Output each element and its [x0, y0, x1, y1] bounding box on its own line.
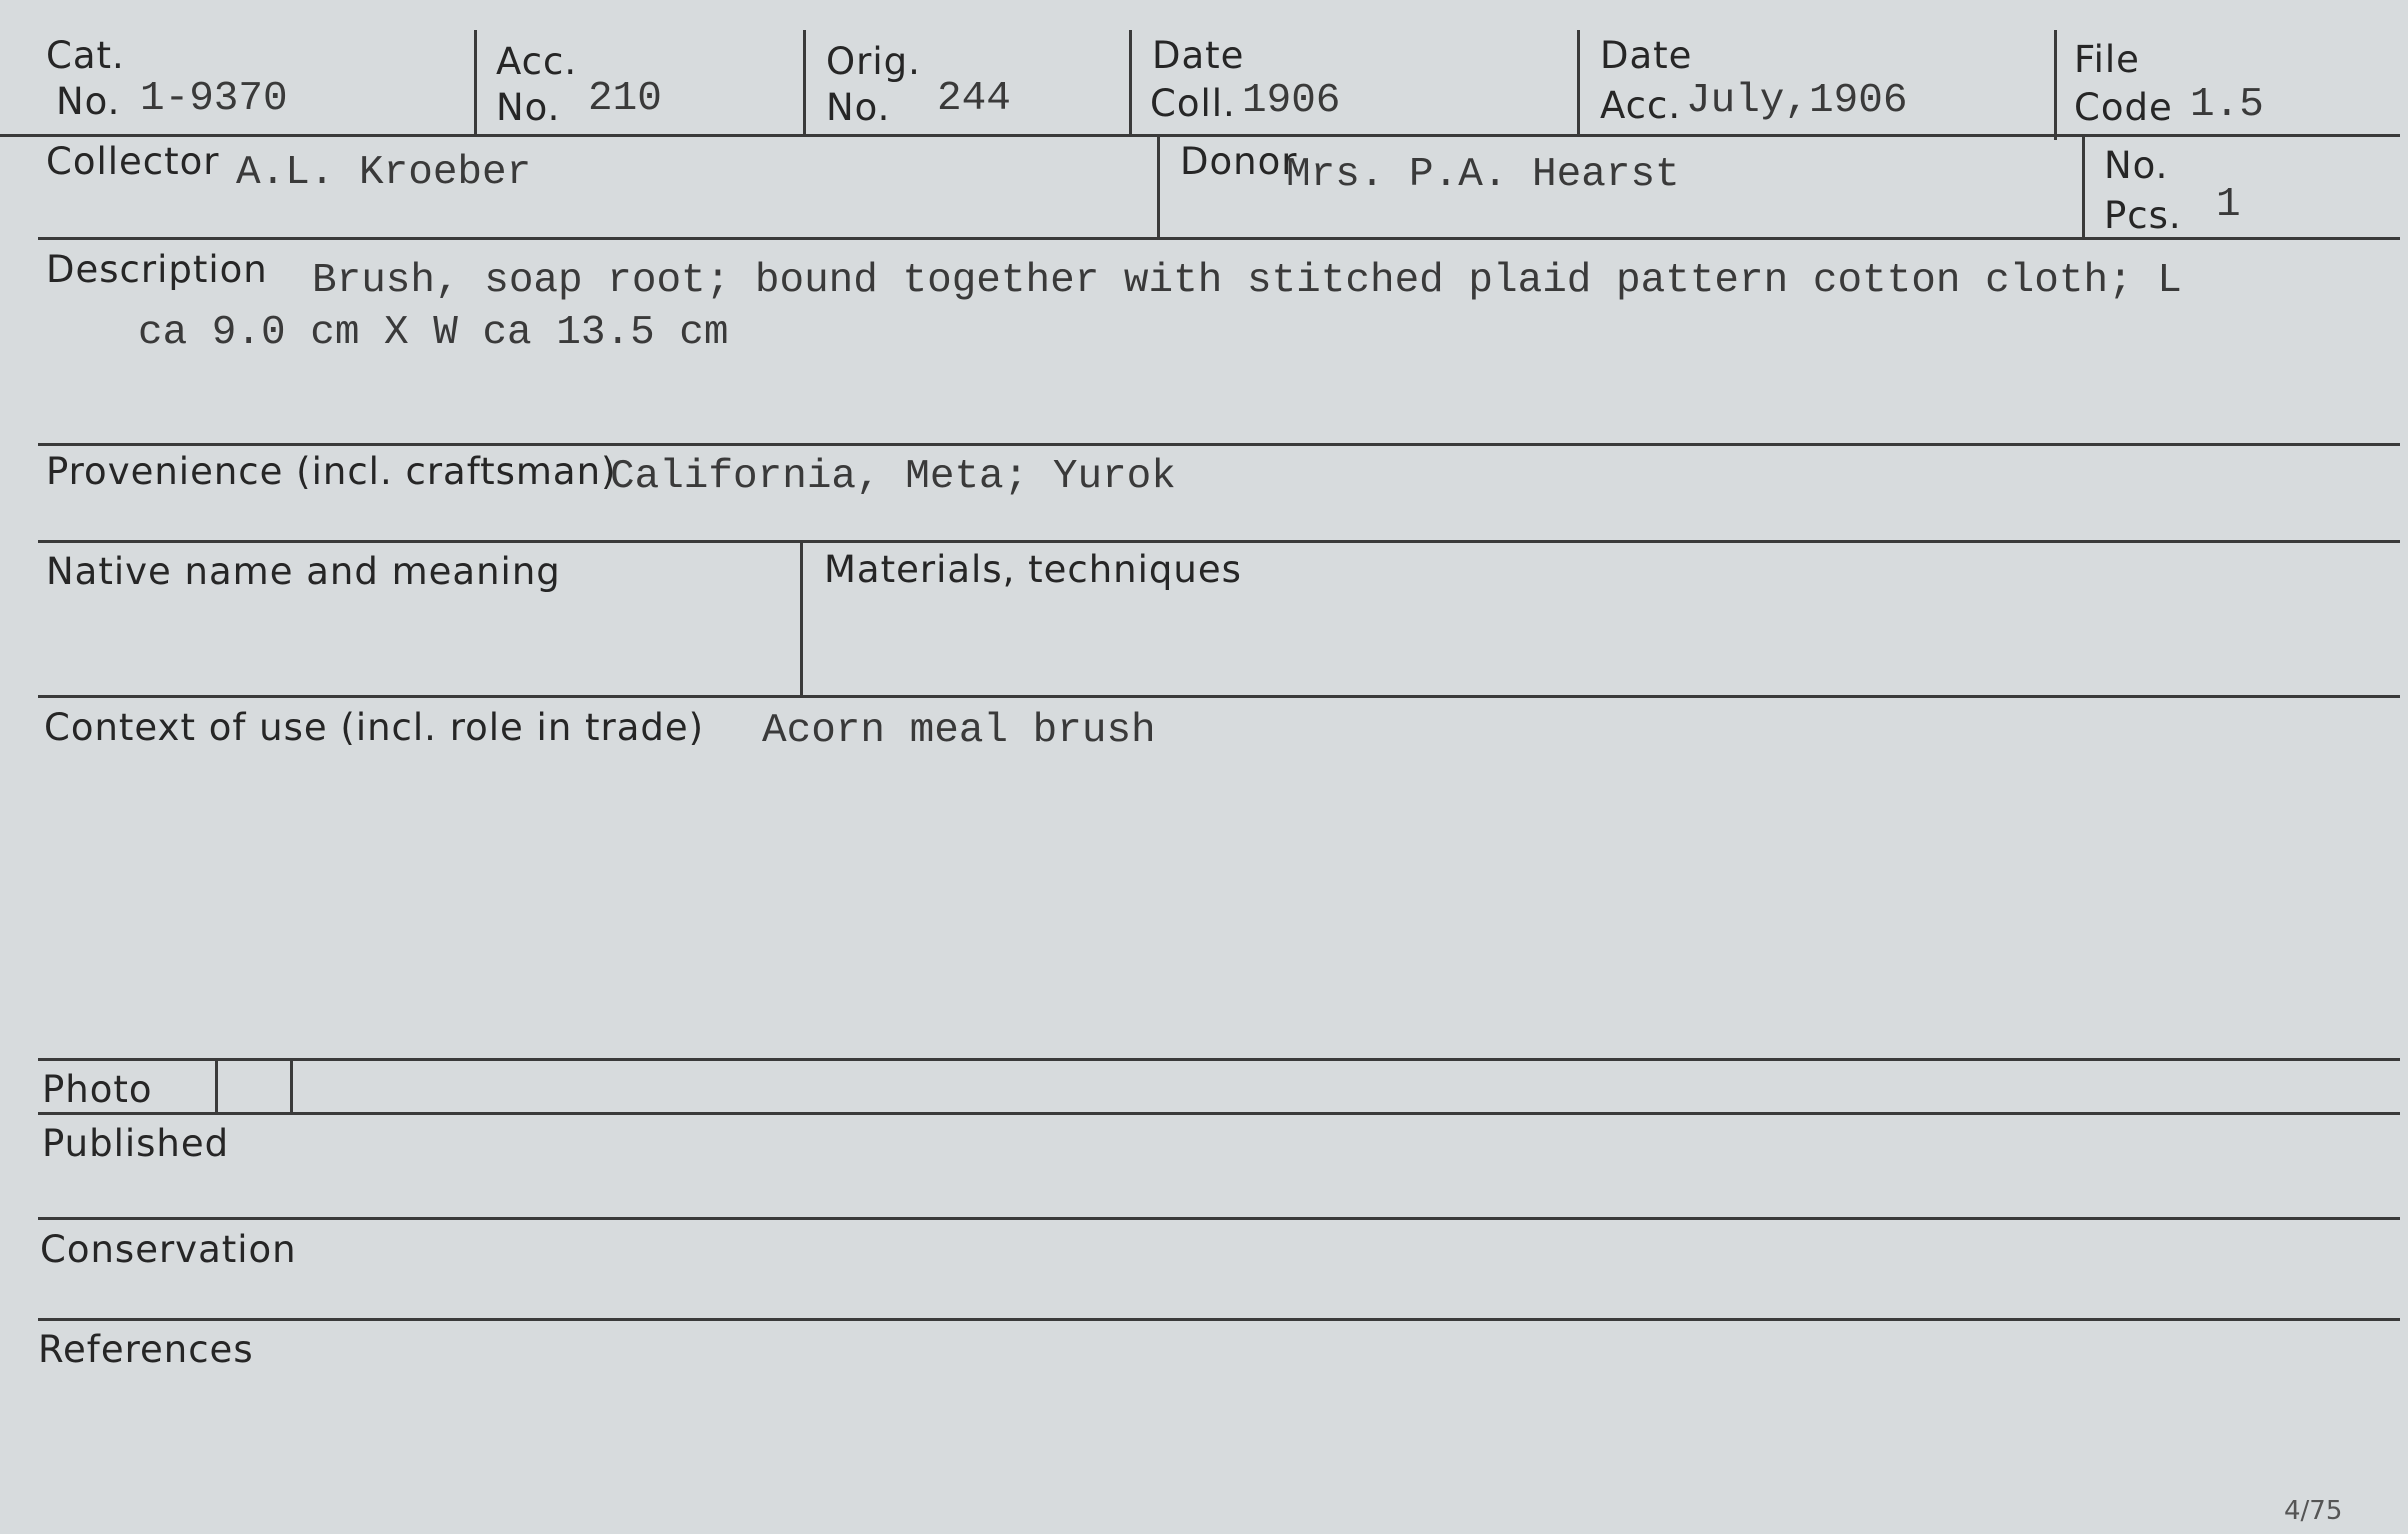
divider-conservation [38, 1318, 2400, 1321]
photo-box-2 [290, 1060, 293, 1115]
file-code: 1.5 [2190, 82, 2264, 128]
collector-label: Collector [46, 140, 220, 183]
published-label: Published [42, 1122, 230, 1165]
date-acc-label-2: Acc. [1600, 84, 1682, 127]
cat-label-1: Cat. [46, 34, 125, 77]
divider-native [38, 695, 2400, 698]
date-collected: 1906 [1242, 78, 1341, 124]
divider-prov [38, 540, 2400, 543]
provenience-label: Provenience (incl. craftsman) [46, 450, 617, 493]
pcs-value: 1 [2216, 182, 2241, 228]
orig-label-2: No. [826, 86, 891, 129]
date-acc-label-1: Date [1600, 34, 1693, 77]
cat-label-2: No. [56, 80, 121, 123]
orig-label-1: Orig. [826, 40, 921, 83]
donor-value: Mrs. P.A. Hearst [1286, 152, 1680, 198]
divider-v-donor [1157, 134, 1160, 237]
divider-v-2 [803, 30, 806, 134]
divider-v-pcs [2082, 134, 2085, 237]
divider-top [0, 134, 2400, 137]
materials-label: Materials, techniques [824, 548, 1242, 591]
context-value: Acorn meal brush [762, 708, 1156, 754]
divider-published [38, 1217, 2400, 1220]
file-label-1: File [2074, 38, 2140, 81]
donor-label: Donor [1180, 140, 1298, 183]
date-coll-label-2: Coll. [1150, 82, 1236, 125]
divider-v-1 [474, 30, 477, 134]
orig-number: 244 [937, 76, 1011, 122]
acc-label-1: Acc. [496, 40, 578, 83]
divider-row2 [38, 237, 2400, 240]
divider-photo [38, 1112, 2400, 1115]
photo-box-1 [215, 1060, 218, 1115]
footer-note: 4/75 [2284, 1496, 2343, 1526]
provenience-value: California, Meta; Yurok [610, 454, 1176, 500]
file-label-2: Code [2074, 86, 2173, 129]
divider-desc [38, 443, 2400, 446]
acc-number: 210 [588, 76, 662, 122]
description-line-1: Brush, soap root; bound together with stitched plaid pattern cotton cloth; L [312, 258, 2182, 304]
conservation-label: Conservation [40, 1228, 297, 1271]
context-label: Context of use (incl. role in trade) [44, 706, 705, 749]
divider-v-5 [2054, 30, 2057, 140]
acc-label-2: No. [496, 86, 561, 129]
pcs-label-1: No. [2104, 144, 2169, 187]
collector-value: A.L. Kroeber [236, 150, 532, 196]
pcs-label-2: Pcs. [2104, 194, 2182, 237]
description-line-2: ca 9.0 cm X W ca 13.5 cm [138, 310, 729, 356]
cat-number: 1-9370 [140, 76, 288, 122]
references-label: References [38, 1328, 254, 1371]
divider-context [38, 1058, 2400, 1061]
date-accessioned: July,1906 [1686, 78, 1908, 124]
divider-v-3 [1129, 30, 1132, 134]
divider-v-4 [1577, 30, 1580, 134]
photo-label: Photo [42, 1068, 153, 1111]
native-name-label: Native name and meaning [46, 550, 561, 593]
date-coll-label-1: Date [1152, 34, 1245, 77]
divider-v-materials [800, 540, 803, 696]
description-label: Description [46, 248, 268, 291]
